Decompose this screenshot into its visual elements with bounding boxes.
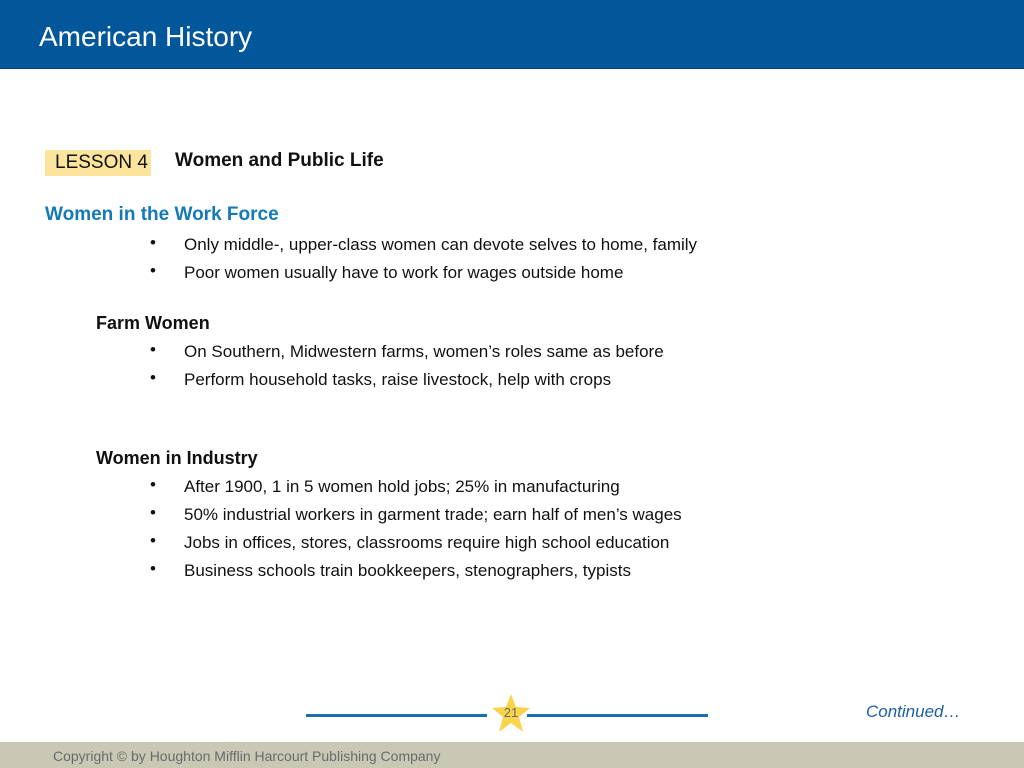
industry-women-heading: Women in Industry: [96, 448, 258, 468]
workforce-bullet-list: [150, 235, 850, 291]
bullet-icon: •: [150, 261, 156, 280]
lesson-title: Women and Public Life: [175, 150, 384, 171]
farm-bullet-list: [150, 342, 850, 398]
copyright-text: Copyright © by Houghton Mifflin Harcourt Publishing Company: [53, 748, 441, 764]
list-item: [150, 235, 850, 263]
bullet-text: 50% industrial workers in garment trade; earn half of men’s wages: [184, 505, 682, 524]
bullet-text: Jobs in offices, stores, classrooms require high school education: [184, 533, 670, 552]
list-item: [150, 505, 850, 533]
bullet-text: Poor women usually have to work for wages outside home: [184, 263, 624, 282]
title-bar: [0, 0, 1024, 69]
list-item: [150, 370, 850, 398]
bullet-icon: •: [150, 559, 156, 578]
industry-bullet-list: [150, 477, 850, 589]
slide-title: American History: [39, 21, 253, 52]
page-number: 21: [503, 705, 519, 720]
bullet-text: Perform household tasks, raise livestock, help with crops: [184, 370, 612, 389]
list-item: [150, 561, 850, 589]
bullet-icon: •: [150, 503, 156, 522]
list-item: [150, 342, 850, 370]
bullet-icon: •: [150, 340, 156, 359]
list-item: [150, 263, 850, 291]
continued-label: Continued…: [866, 702, 961, 721]
bullet-icon: •: [150, 368, 156, 387]
list-item: [150, 533, 850, 561]
bullet-icon: •: [150, 531, 156, 550]
footer-bar: [0, 742, 1024, 768]
bullet-text: Business schools train bookkeepers, stenographers, typists: [184, 561, 631, 580]
footer-rule-left: [306, 714, 487, 717]
bullet-text: After 1900, 1 in 5 women hold jobs; 25% in manufacturing: [184, 477, 620, 496]
bullet-icon: •: [150, 475, 156, 494]
section-heading: Women in the Work Force: [45, 204, 279, 225]
lesson-badge-label: LESSON 4: [55, 152, 148, 173]
farm-women-heading: Farm Women: [96, 313, 210, 333]
bullet-text: Only middle-, upper-class women can devote selves to home, family: [184, 235, 698, 254]
list-item: [150, 477, 850, 505]
bullet-text: On Southern, Midwestern farms, women’s roles same as before: [184, 342, 664, 361]
footer-rule-right: [527, 714, 708, 717]
bullet-icon: •: [150, 233, 156, 252]
lesson-badge: [45, 150, 151, 176]
